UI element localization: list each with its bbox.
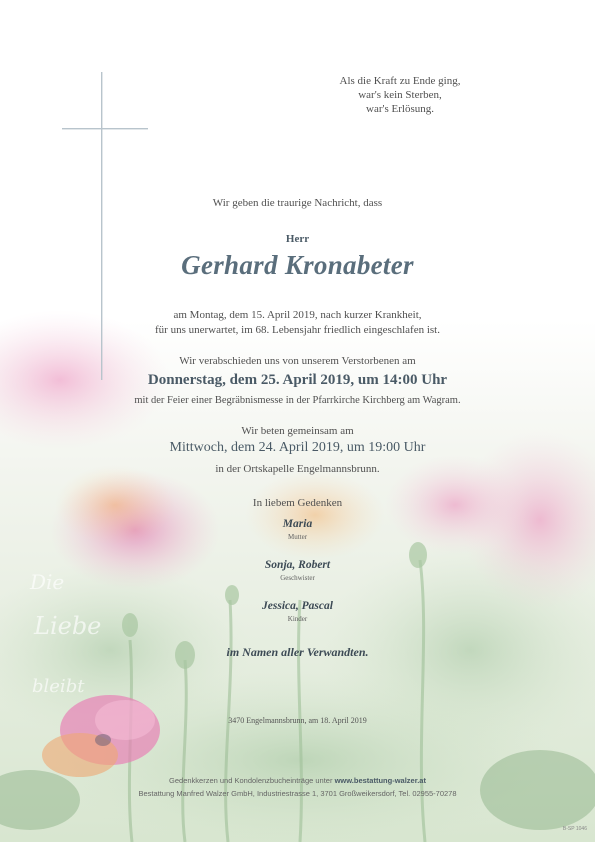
announcement-intro: Wir geben die traurige Nachricht, dass <box>212 197 383 209</box>
memorial-poem <box>300 74 500 116</box>
prayer-intro: Wir beten gemeinsam am <box>241 425 354 437</box>
death-line: am Montag, dem 15. April 2019, nach kurzer Krankheit, <box>173 309 422 321</box>
relatives-line: im Namen aller Verwandten. <box>226 645 369 659</box>
mourner-role: Geschwister <box>280 574 315 582</box>
salutation: Herr <box>285 233 310 245</box>
funeral-home-address: Bestattung Manfred Walzer GmbH, Industriestrasse 1, 3701 Großweikersdorf, Tel. 02955-70278 <box>138 789 457 798</box>
poem-line: war's Erlösung. <box>366 103 434 115</box>
footer-condolence-text: Gedenkkerzen und Kondolenzbucheinträge unter <box>169 776 333 785</box>
mourner-role: Kinder <box>287 615 308 623</box>
funeral-details: mit der Feier einer Begräbnismesse in der Pfarrkirche Kirchberg am Wagram. <box>134 395 461 406</box>
mourner-name: Jessica, Pascal <box>262 600 333 612</box>
deceased-name: Gerhard Kronabeter <box>181 250 414 280</box>
mourner-role: Mutter <box>287 533 308 541</box>
place-and-date: 3470 Engelmannsbrunn, am 18. April 2019 <box>228 716 367 725</box>
funeral-date: Donnerstag, dem 25. April 2019, um 14:00 Uhr <box>147 372 448 388</box>
prayer-date: Mittwoch, dem 24. April 2019, um 19:00 Uhr <box>169 440 426 455</box>
mourner-name: Sonja, Robert <box>264 559 331 571</box>
funeral-home-website-link[interactable]: www.bestattung-walzer.at <box>334 776 426 785</box>
poem-line: war's kein Sterben, <box>358 89 442 101</box>
poem-line: Als die Kraft zu Ende ging, <box>339 75 461 87</box>
script-text-liebe: Liebe <box>34 612 102 640</box>
mourner-name: Maria <box>282 518 313 530</box>
document-code: B-SP 1046 <box>562 826 587 832</box>
funeral-home-footer <box>0 774 595 800</box>
death-line: für uns unerwartet, im 68. Lebensjahr friedlich eingeschlafen ist. <box>155 324 440 336</box>
script-text-die: Die <box>30 570 65 594</box>
death-notice <box>0 308 595 338</box>
prayer-place: in der Ortskapelle Engelmannsbrunn. <box>215 463 380 475</box>
memory-intro: In liebem Gedenken <box>252 497 343 509</box>
farewell-intro: Wir verabschieden uns von unserem Verstorbenen am <box>179 355 416 367</box>
script-text-bleibt: bleibt <box>32 676 85 697</box>
